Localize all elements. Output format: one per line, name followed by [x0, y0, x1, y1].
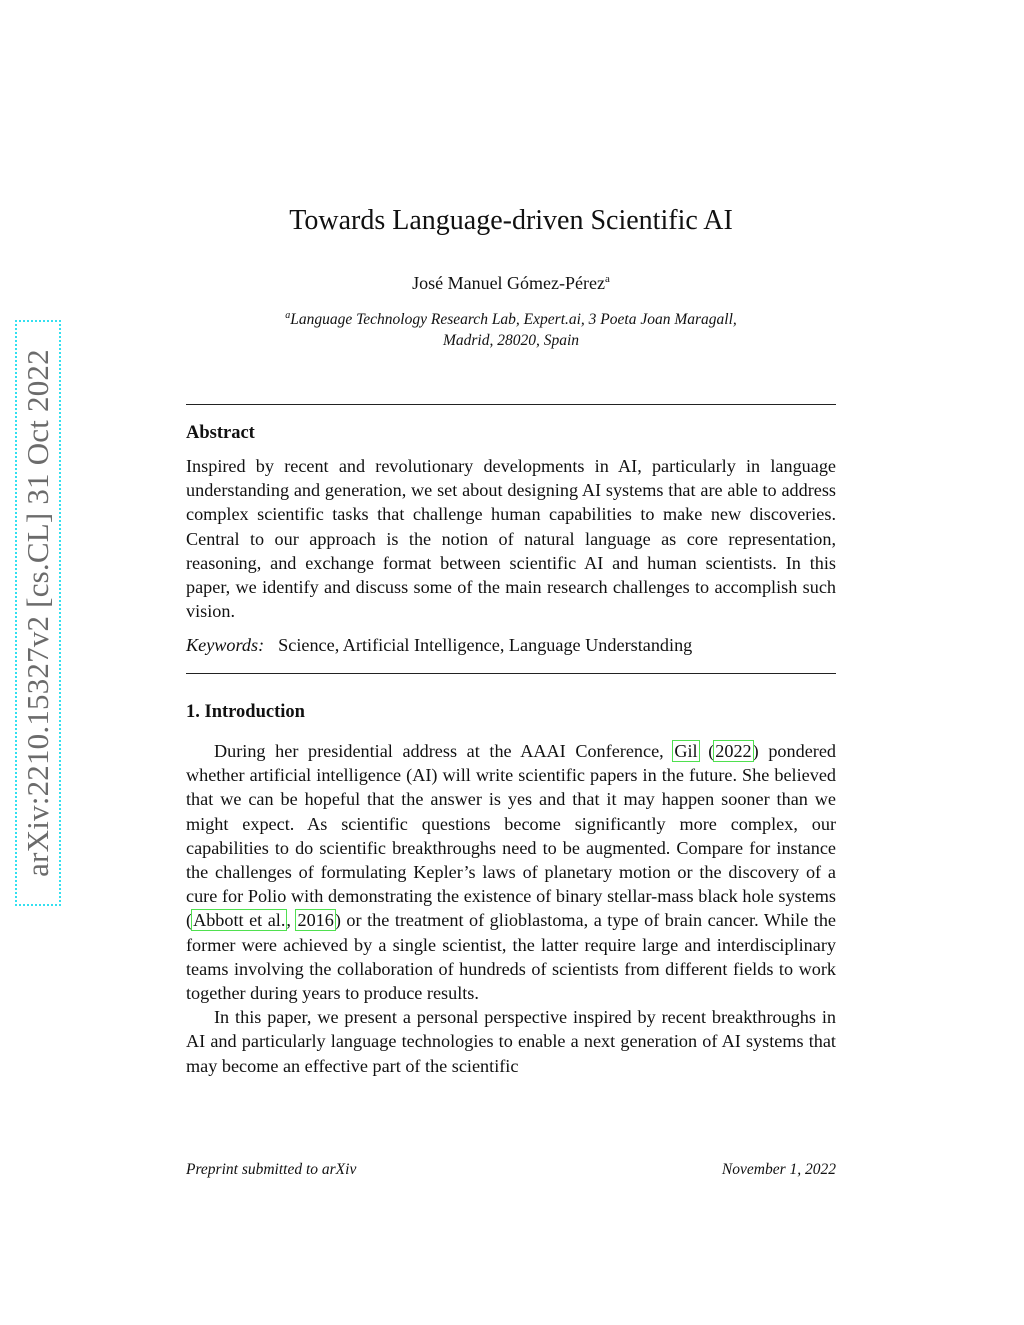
abstract-text: Inspired by recent and revolutionary developments in AI, particularly in language understanding and generation, we set about designing AI systems that are able to address complex scientific tasks that challenge human capabilities to make new discoveries. Central to our approach is the notion of natural language as core representation, reasoning, and exchange format between scientific AI and human scientists. In this paper, we identify and discuss some of the main research challenges to accomplish such vision.	[186, 456, 836, 622]
affiliation-text: Language Technology Research Lab, Expert.ai, 3 Poeta Joan Maragall, Madrid, 28020, Spain	[290, 311, 737, 350]
paper-title: Towards Language-driven Scientific AI	[289, 205, 733, 236]
page-footer	[186, 1160, 836, 1180]
abstract-section	[186, 421, 836, 657]
citation-link-gil[interactable]: Gil	[674, 741, 698, 761]
author-affiliation-mark: a	[605, 273, 610, 285]
intro-p1-text-c: ) pondered whether artificial intelligence (AI) will write scientific papers in the future. She believed that we can be hopeful that the answer is yes and that it may happen sooner than we might expect. As scientific questions become significantly more complex, our capabilities to do scientific breakthroughs need to be augmented. Compare for instance the challenges of formulating Kepler’s laws of planetary motion or the discovery of a cure for Polio with demonstrating the existence of binary stellar-mass black hole systems (	[186, 741, 836, 931]
abstract-heading: Abstract	[186, 423, 255, 443]
introduction-paragraph-1	[186, 739, 836, 1005]
intro-p1-text-e: ) or the treatment of glioblastoma, a type of brain cancer. While the former were achieved by a single scientist, the latter require large and interdisciplinary teams involving the collaboration of hundreds of scientists from different fields to work together during years to produce results.	[186, 910, 836, 1004]
keywords-label: Keywords:	[186, 635, 265, 656]
footer-date: November 1, 2022	[721, 1161, 836, 1178]
citation-link-abbott-year[interactable]: 2016	[297, 910, 334, 931]
affiliation-mark: a	[285, 310, 291, 321]
keywords-text: Science, Artificial Intelligence, Language Understanding	[278, 635, 693, 656]
footer-preprint-note: Preprint submitted to arXiv	[186, 1161, 357, 1178]
arxiv-identifier-stamp[interactable]	[15, 320, 61, 906]
introduction-heading: 1. Introduction	[186, 702, 305, 722]
introduction-paragraph-2: In this paper, we present a personal perspective inspired by recent breakthroughs in AI and particularly language technologies to enable a next generation of AI systems that may become an effective part of the scientific	[186, 1007, 836, 1076]
keywords-line	[186, 633, 836, 657]
author-line	[186, 267, 836, 295]
introduction-section	[186, 700, 836, 1078]
intro-p1-text-b: (	[698, 741, 715, 761]
affiliation	[280, 305, 742, 351]
citation-link-gil-year[interactable]: 2022	[715, 741, 752, 761]
intro-p1-text-a: During her presidential address at the AAAI Conference,	[214, 741, 674, 761]
abstract-bottom-rule	[186, 673, 836, 674]
arxiv-identifier-text: arXiv:2210.15327v2 [cs.CL] 31 Oct 2022	[20, 349, 55, 877]
abstract-top-rule	[186, 404, 836, 405]
author-name: José Manuel Gómez-Pérez	[412, 273, 606, 293]
citation-link-abbott[interactable]: Abbott et al.	[193, 910, 286, 931]
intro-p1-text-d: ,	[286, 910, 297, 931]
